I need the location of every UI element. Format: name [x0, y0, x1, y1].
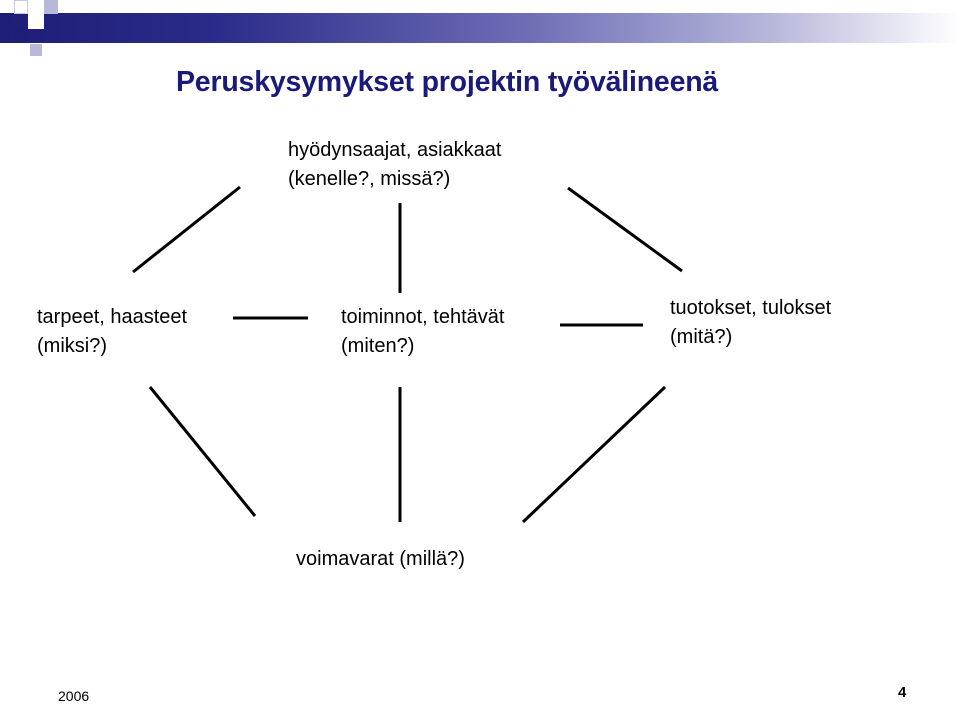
connector-left-bottom — [150, 387, 255, 516]
node-top-line1: hyödynsaajat, asiakkaat — [288, 139, 502, 161]
node-center — [341, 303, 504, 361]
footer-year: 2006 — [58, 688, 90, 704]
connector-top-right — [568, 188, 682, 271]
node-top — [288, 136, 501, 194]
node-right-line1: tuotokset, tulokset — [670, 297, 832, 319]
node-left-line1: tarpeet, haasteet — [37, 306, 188, 328]
page-number: 4 — [898, 684, 907, 701]
node-right — [670, 294, 831, 352]
node-left — [37, 303, 187, 361]
connector-top-left — [133, 187, 240, 272]
node-right-line2: (mitä?) — [670, 326, 733, 348]
connector-right-bottom — [523, 387, 665, 522]
node-bottom-line1: voimavarat (millä?) — [296, 548, 465, 570]
node-center-line1: toiminnot, tehtävät — [341, 306, 505, 328]
node-left-line2: (miksi?) — [37, 335, 107, 357]
slide-title: Peruskysymykset projektin työvälineenä — [176, 66, 719, 98]
node-top-line2: (kenelle?, missä?) — [288, 168, 451, 190]
node-center-line2: (miten?) — [341, 335, 415, 357]
node-bottom — [296, 545, 465, 574]
